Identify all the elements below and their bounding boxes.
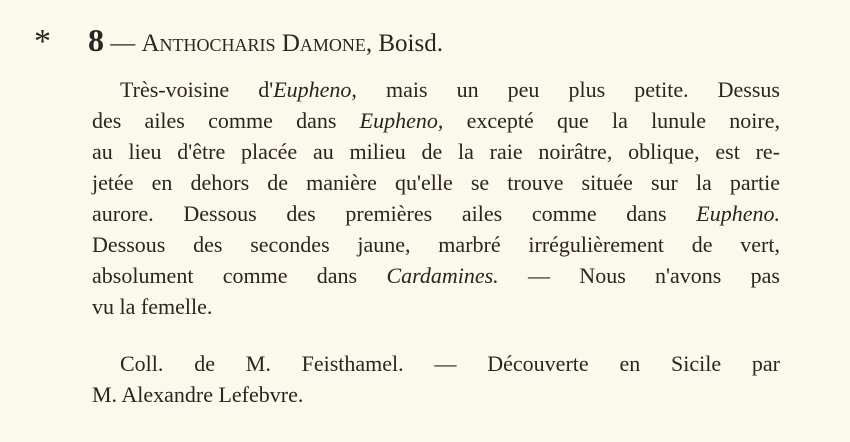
genus-name: Anthocharis: [141, 30, 276, 57]
text-line: aurore. Dessous des premières ailes comme dans Eupheno.: [92, 201, 780, 226]
species-name: Damone: [281, 30, 366, 57]
heading-dash: —: [110, 30, 136, 57]
collection-paragraph: [92, 348, 780, 410]
text-line: des ailes comme dans Eupheno, excepté que la lunule noire,: [92, 108, 780, 133]
description-paragraph: [92, 74, 780, 322]
text-line: Très-voisine d'Eupheno, mais un peu plus petite. Dessus: [120, 77, 780, 102]
entry-number: 8: [88, 22, 104, 58]
text-line: absolument comme dans Cardamines. — Nous n'avons pas: [92, 263, 780, 288]
asterisk-marker: *: [34, 23, 51, 60]
text-line: au lieu d'être placée au milieu de la raie noirâtre, oblique, est re-: [92, 139, 780, 164]
author-name: , Boisd.: [365, 30, 443, 57]
species-heading: [88, 20, 443, 64]
text-line: jetée en dehors de manière qu'elle se trouve située sur la partie: [92, 170, 780, 195]
text-line: Dessous des secondes jaune, marbré irrégulièrement de vert,: [92, 232, 780, 257]
text-line: Coll. de M. Feisthamel. — Découverte en Sicile par: [120, 351, 780, 376]
text-line: M. Alexandre Lefebvre.: [92, 382, 304, 407]
text-line: vu la femelle.: [92, 294, 213, 319]
